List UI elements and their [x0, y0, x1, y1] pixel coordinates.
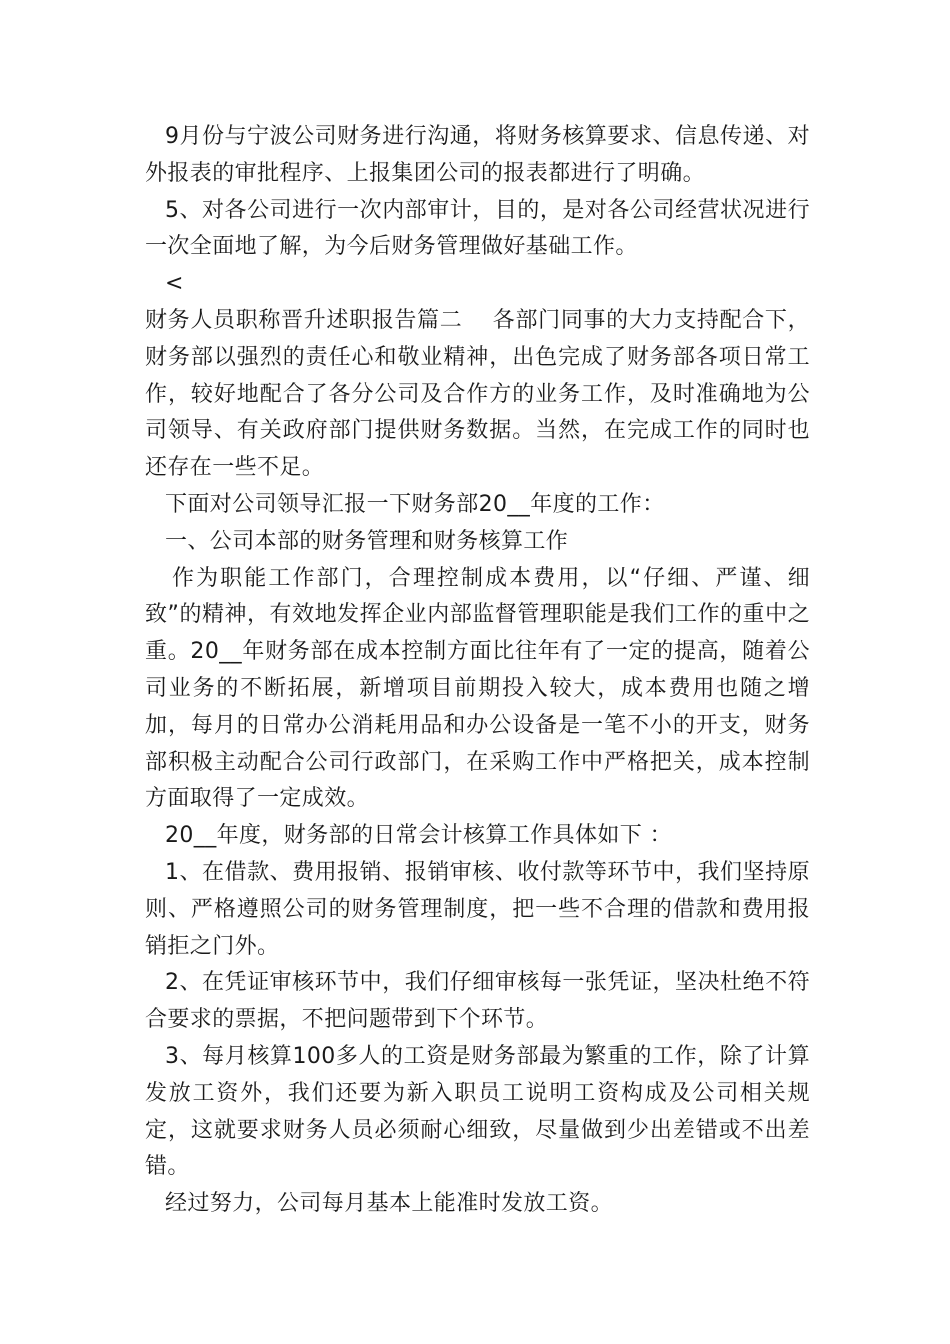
- paragraph-item-1: 1、在借款、费用报销、报销审核、收付款等环节中，我们坚持原则、严格遵照公司的财务管理制度，把一些不合理的借款和费用报销拒之门外。: [145, 859, 810, 959]
- paragraph-item-2: 2、在凭证审核环节中，我们仔细审核每一张凭证，坚决杜绝不符合要求的票据，不把问题带到下个环节。: [145, 970, 810, 1033]
- paragraph-item-3: 3、每月核算100多人的工资是财务部最为繁重的工作，除了计算发放工资外，我们还要为新入职员工说明工资构成及公司相关规定，这就要求财务人员必须耐心细致，尽量做到少出差错或不出差错。: [145, 1043, 810, 1180]
- paragraph-cost-control: 作为职能工作部门，合理控制成本费用，以“仔细、严谨、细致”的精神，有效地发挥企业内部监督管理职能是我们工作的重中之重。20__年财务部在成本控制方面比往年有了一定的提高，随着公司业务的不断拓展，新增项目前期投入较大，成本费用也随之增加，每月的日常办公消耗用品和办公设备是一笔不小的开支，财务部积极主动配合公司行政部门，在采购工作中严格把关，成本控制方面取得了一定成效。: [145, 565, 810, 812]
- paragraph-payroll-result: 经过努力，公司每月基本上能准时发放工资。: [165, 1191, 614, 1217]
- document-body: [145, 119, 810, 1223]
- paragraph-stray-mark: <: [165, 271, 184, 297]
- section-heading-one: 一、公司本部的财务管理和财务核算工作: [165, 528, 569, 554]
- paragraph-internal-audit: 5、对各公司进行一次内部审计，目的，是对各公司经营状况进行一次全面地了解，为今后财务管理做好基础工作。: [145, 197, 810, 260]
- paragraph-accounting-lead: 20__年度，财务部的日常会计核算工作具体如下 ：: [165, 823, 672, 849]
- paragraph-ningbo-communication: 9月份与宁波公司财务进行沟通，将财务核算要求、信息传递、对外报表的审批程序、上报集团公司的报表都进行了明确。: [145, 124, 810, 186]
- paragraph-report-intro: 财务人员职称晋升述职报告篇二 各部门同事的大力支持配合下，财务部以强烈的责任心和敬业精神，出色完成了财务部各项日常工作，较好地配合了各分公司及合作方的业务工作，及时准确地为公司领导、有关政府部门提供财务数据。当然，在完成工作的同时也还存在一些不足。: [145, 307, 810, 481]
- paragraph-annual-summary-lead: 下面对公司领导汇报一下财务部20__年度的工作：: [165, 491, 665, 517]
